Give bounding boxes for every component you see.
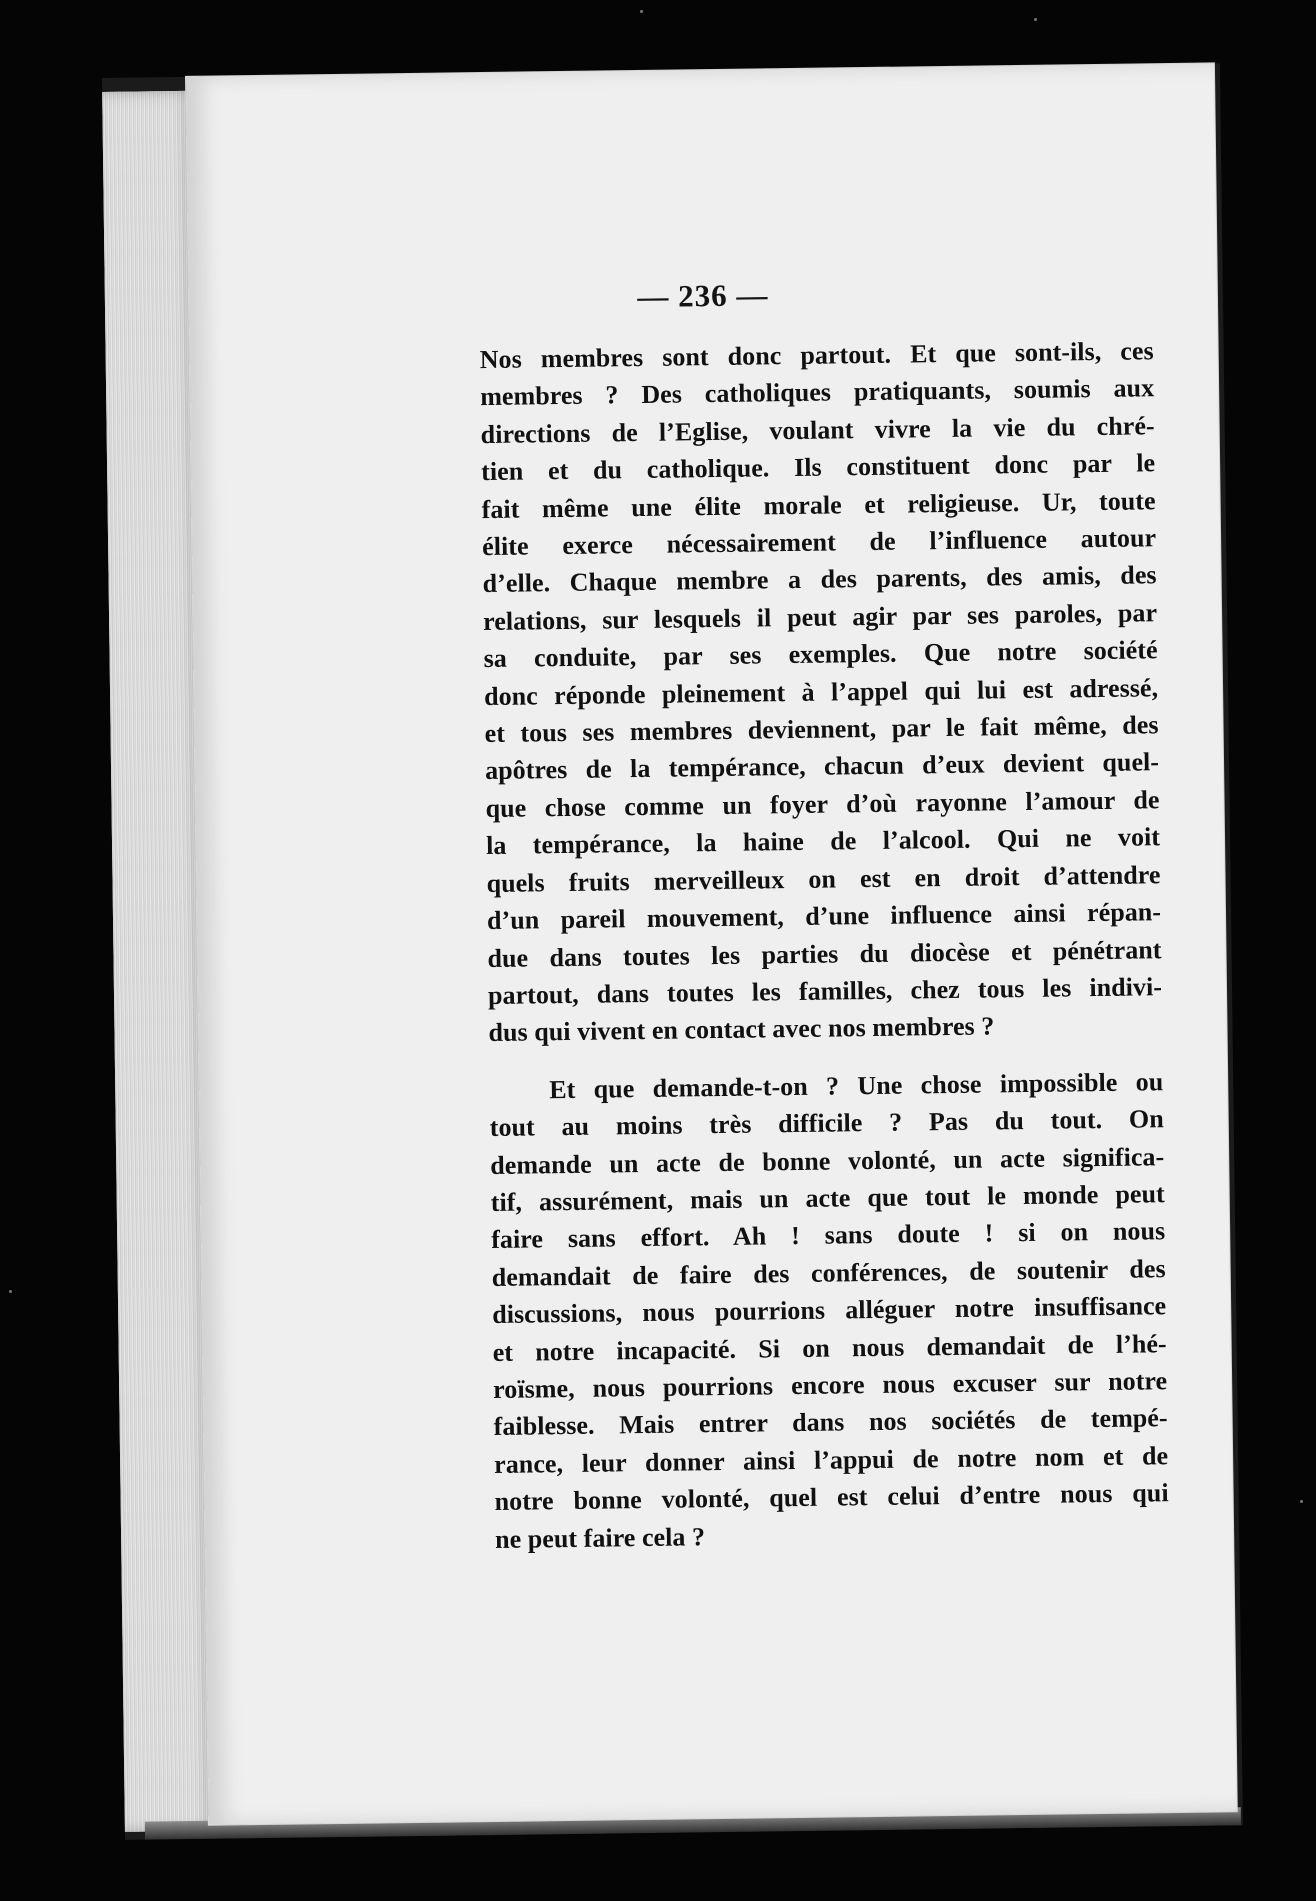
text-line: Nos membres sont donc partout. Et que sont-ils, ces xyxy=(479,336,1154,375)
text-line: donc réponde pleinement à l’appel qui lui est adressé, xyxy=(483,672,1159,711)
text-line: notre bonne volonté, quel est celui d’entre nous qui xyxy=(494,1478,1169,1517)
text-line: directions de l’Eglise, voulant vivre la vie du chré- xyxy=(480,411,1155,449)
book-page xyxy=(186,63,1237,1824)
text-line: tien et du catholique. Ils constituent donc par le xyxy=(480,448,1156,487)
dust-speck xyxy=(1300,1500,1303,1503)
text-line: quels fruits merveilleux on est en droit d’attendre xyxy=(486,859,1161,898)
text-line: membres ? Des catholiques pratiquants, soumis aux xyxy=(480,373,1155,412)
text-line: demande un acte de bonne volonté, un acte significa- xyxy=(490,1141,1165,1180)
dust-speck xyxy=(9,1290,12,1293)
text-line: partout, dans toutes les familles, chez tous les indivi- xyxy=(487,972,1163,1010)
text-line: dus qui vivent en contact avec nos membres ? xyxy=(488,1011,995,1048)
page-text xyxy=(479,332,1169,1558)
text-line: relations, sur lesquels il peut agir par ses paroles, par xyxy=(482,598,1158,636)
dust-speck xyxy=(640,10,643,13)
text-line: la tempérance, la haine de l’alcool. Qui ne voit xyxy=(485,822,1161,861)
text-line: rance, leur donner ainsi l’appui de notre nom et de xyxy=(493,1440,1169,1479)
text-line: tout au moins très difficile ? Pas du tout. On xyxy=(489,1104,1164,1143)
text-line: faiblesse. Mais entrer dans nos sociétés de tempé- xyxy=(493,1403,1168,1442)
text-line: fait même une élite morale et religieuse. Ur, toute xyxy=(481,485,1156,524)
text-line: ne peut faire cela ? xyxy=(494,1521,706,1554)
book xyxy=(102,63,1243,1839)
text-line: d’elle. Chaque membre a des parents, des amis, des xyxy=(482,560,1157,599)
text-line: d’un pareil mouvement, d’une influence ainsi répan- xyxy=(486,897,1162,936)
text-line: faire sans effort. Ah ! sans doute ! si on nous xyxy=(491,1216,1166,1255)
text-line: sa conduite, par ses exemples. Que notre société xyxy=(483,635,1158,674)
text-line: Et que demande-t-on ? Une chose impossible ou xyxy=(549,1066,1164,1104)
text-line: et tous ses membres deviennent, par le fait même, des xyxy=(484,710,1159,749)
dust-speck xyxy=(1034,18,1037,21)
text-line: élite exerce nécessairement de l’influence autour xyxy=(481,523,1157,562)
text-line: demandait de faire des conférences, de soutenir des xyxy=(491,1253,1166,1292)
text-line: roïsme, nous pourrions encore nous excuser sur notre xyxy=(493,1366,1168,1404)
text-line: que chose comme un foyer d’où rayonne l’amour de xyxy=(485,785,1160,823)
text-line: apôtres de la tempérance, chacun d’eux devient quel- xyxy=(484,747,1160,786)
paragraph xyxy=(479,332,1162,1051)
paragraph xyxy=(489,1063,1169,1558)
text-line: discussions, nous pourrions alléguer notre insuffisance xyxy=(492,1291,1167,1330)
text-line: due dans toutes les parties du diocèse et pénétrant xyxy=(487,934,1162,973)
page-number: — 236 — xyxy=(637,277,769,315)
text-line: et notre incapacité. Si on nous demandait de l’hé- xyxy=(492,1328,1167,1367)
text-line: tif, assurément, mais un acte que tout le monde peut xyxy=(490,1179,1165,1217)
